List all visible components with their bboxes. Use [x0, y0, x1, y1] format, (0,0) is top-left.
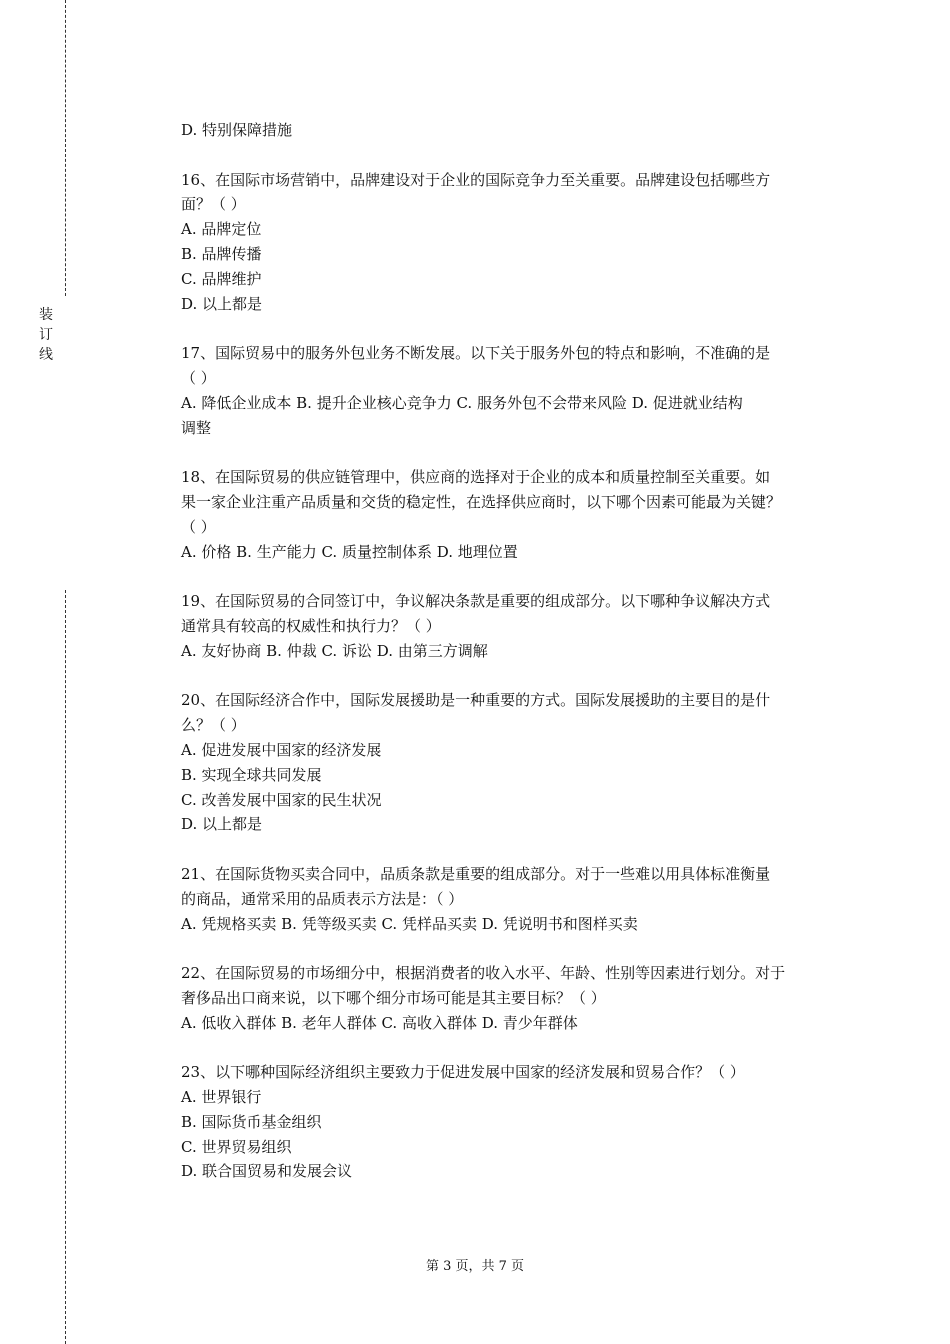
question-block: [181, 589, 841, 663]
question-block: [181, 961, 841, 1035]
answer-option: D. 以上都是: [181, 815, 263, 834]
answer-option: D. 以上都是: [181, 294, 263, 313]
question-stem-line: 21、在国际货物买卖合同中，品质条款是重要的组成部分。对于一些难以用具体标准衡量: [181, 864, 771, 883]
question-stem-line: （ ）: [181, 368, 216, 387]
answer-option: B. 品牌传播: [181, 244, 262, 263]
answer-option: 调整: [181, 418, 212, 437]
answer-option: D. 联合国贸易和发展会议: [181, 1162, 353, 1181]
question-list: [181, 168, 841, 1185]
question-stem-line: 奢侈品出口商来说，以下哪个细分市场可能是其主要目标？（ ）: [181, 988, 606, 1007]
question-stem-line: 19、在国际贸易的合同签订中，争议解决条款是重要的组成部分。以下哪种争议解决方式: [181, 592, 771, 611]
answer-option: A. 友好协商 B. 仲裁 C. 诉讼 D. 由第三方调解: [181, 641, 488, 660]
question-stem-line: 18、在国际贸易的供应链管理中，供应商的选择对于企业的成本和质量控制至关重要。如: [181, 468, 771, 487]
answer-option: A. 价格 B. 生产能力 C. 质量控制体系 D. 地理位置: [181, 542, 518, 561]
question-stem-line: 17、国际贸易中的服务外包业务不断发展。以下关于服务外包的特点和影响，不准确的是: [181, 344, 771, 363]
exam-content: [181, 118, 841, 1184]
question-stem-line: 16、在国际市场营销中，品牌建设对于企业的国际竞争力至关重要。品牌建设包括哪些方: [181, 170, 771, 189]
question-stem-line: 的商品，通常采用的品质表示方法是：（ ）: [181, 889, 464, 908]
binding-char: 线: [39, 347, 53, 363]
page-footer: 第 3 页，共 7 页: [425, 1259, 525, 1274]
question-stem-line: 面？（ ）: [181, 195, 246, 214]
question-stem-line: （ ）: [181, 517, 216, 536]
question-stem-line: 22、在国际贸易的市场细分中，根据消费者的收入水平、年龄、性别等因素进行划分。对于: [181, 964, 786, 983]
answer-option: A. 低收入群体 B. 老年人群体 C. 高收入群体 D. 青少年群体: [181, 1013, 578, 1032]
binding-label: [38, 305, 54, 365]
answer-option: A. 凭规格买卖 B. 凭等级买卖 C. 凭样品买卖 D. 凭说明书和图样买卖: [181, 914, 638, 933]
question-block: [181, 688, 841, 837]
question-stem-line: 么？（ ）: [181, 716, 246, 735]
question-stem-line: 20、在国际经济合作中，国际发展援助是一种重要的方式。国际发展援助的主要目的是什: [181, 691, 771, 710]
answer-option: A. 促进发展中国家的经济发展: [181, 740, 382, 759]
question-block: [181, 1060, 841, 1184]
answer-option: B. 国际货币基金组织: [181, 1112, 322, 1131]
previous-option: D. 特别保障措施: [181, 121, 293, 139]
answer-option: A. 品牌定位: [181, 220, 262, 239]
question-block: [181, 341, 841, 440]
answer-option: A. 世界银行: [181, 1088, 262, 1107]
binding-line-top: [65, 0, 66, 296]
answer-option: C. 世界贸易组织: [181, 1137, 292, 1156]
question-block: [181, 465, 841, 564]
answer-option: B. 实现全球共同发展: [181, 765, 322, 784]
binding-char: 装: [39, 307, 53, 323]
answer-option: C. 品牌维护: [181, 269, 262, 288]
question-stem-line: 通常具有较高的权威性和执行力？（ ）: [181, 616, 441, 635]
answer-option: A. 降低企业成本 B. 提升企业核心竞争力 C. 服务外包不会带来风险 D. 促进就业结构: [181, 393, 743, 412]
question-stem-line: 23、以下哪种国际经济组织主要致力于促进发展中国家的经济发展和贸易合作？（ ）: [181, 1063, 745, 1082]
question-block: [181, 862, 841, 936]
question-stem-line: 果一家企业注重产品质量和交货的稳定性，在选择供应商时，以下哪个因素可能最为关键？: [181, 492, 782, 511]
question-block: [181, 168, 841, 317]
answer-option: C. 改善发展中国家的民生状况: [181, 790, 382, 809]
binding-char: 订: [39, 327, 53, 343]
binding-line-bottom: [65, 590, 66, 1344]
